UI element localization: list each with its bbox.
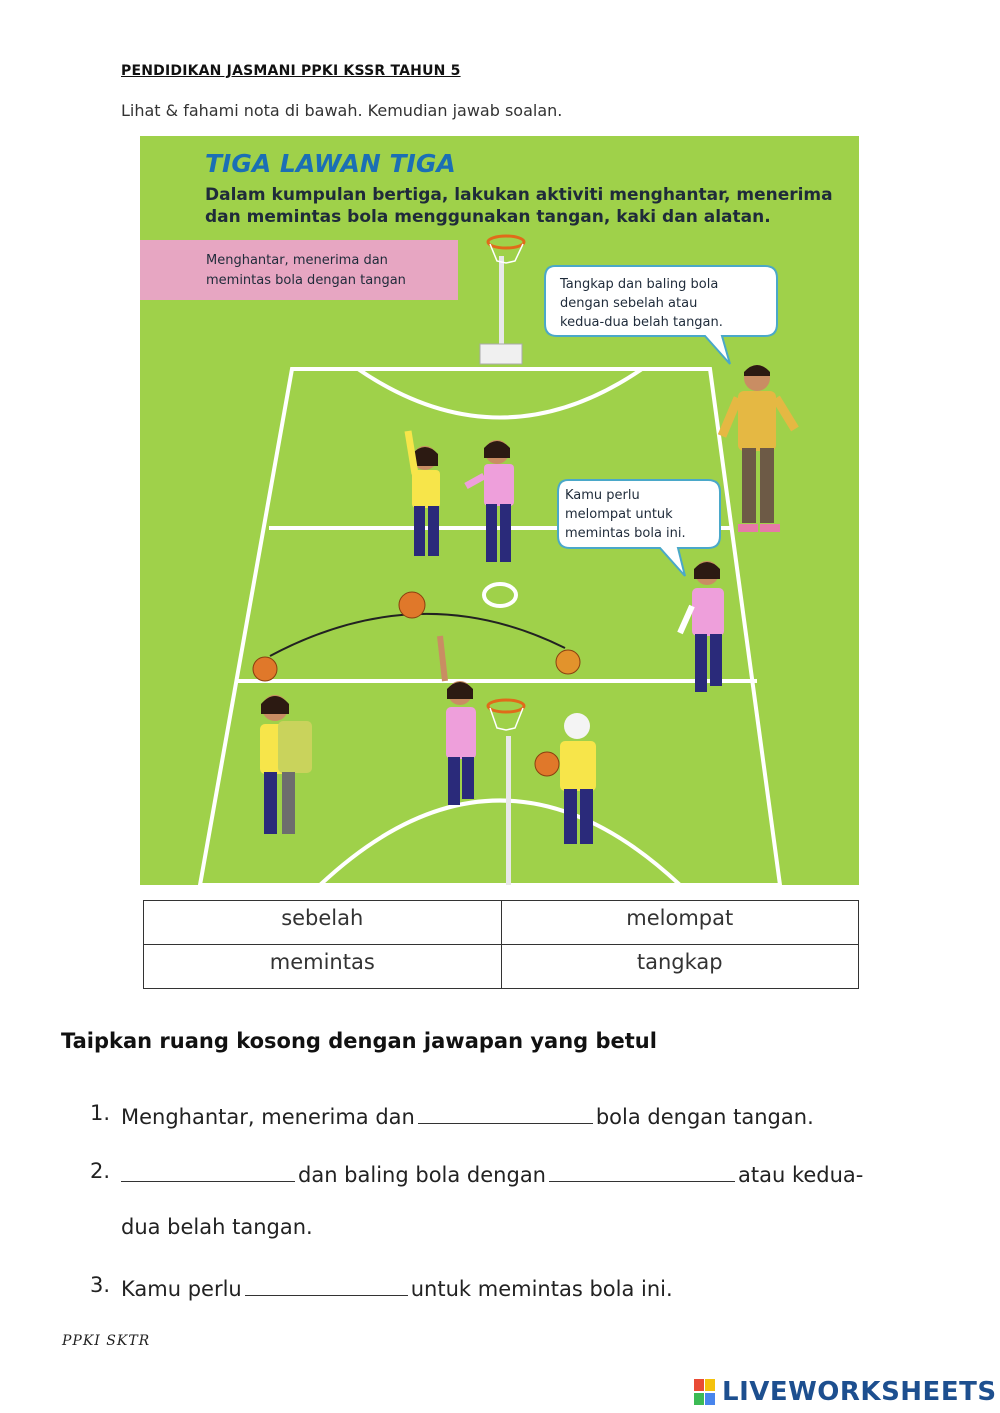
ball-left xyxy=(253,657,277,681)
bubble1-line-3: kedua-dua belah tangan. xyxy=(560,315,723,330)
banner-line-2: memintas bola dengan tangan xyxy=(206,273,406,288)
answer-blank-3[interactable] xyxy=(245,1273,408,1296)
bubble2-line-3: memintas bola ini. xyxy=(565,526,686,541)
question-3: Kamu perlu untuk memintas bola ini. xyxy=(121,1273,673,1301)
liveworksheets-logo-icon xyxy=(694,1379,716,1407)
question-number: 1. xyxy=(90,1101,111,1125)
court-illustration xyxy=(140,136,859,885)
question-2: dan baling bola dengan atau kedua- xyxy=(121,1159,863,1187)
bubble1-line-1: Tangkap dan baling bola xyxy=(560,277,719,292)
bubble2-line-2: melompat untuk xyxy=(565,507,673,522)
footer-mark: PPKI SKTR xyxy=(62,1333,151,1349)
ball-right xyxy=(556,650,580,674)
question-1: Menghantar, menerima dan bola dengan tangan. xyxy=(121,1101,814,1129)
liveworksheets-brand[interactable]: LIVEWORKSHEETS xyxy=(722,1377,997,1407)
illustration-title: TIGA LAWAN TIGA xyxy=(205,149,456,178)
bubble2-line-1: Kamu perlu xyxy=(565,488,640,503)
intro-line-2: dan memintas bola menggunakan tangan, kaki dan alatan. xyxy=(205,207,771,227)
table-row xyxy=(144,945,859,989)
answer-blank-2b[interactable] xyxy=(549,1159,735,1182)
word-cell: tangkap xyxy=(501,945,859,989)
word-cell: memintas xyxy=(144,945,502,989)
answer-blank-1[interactable] xyxy=(418,1101,593,1124)
word-cell: sebelah xyxy=(144,901,502,945)
question-number: 2. xyxy=(90,1159,111,1183)
topic-banner xyxy=(140,240,458,300)
answer-blank-2a[interactable] xyxy=(121,1159,295,1182)
question-2-continued: dua belah tangan. xyxy=(121,1215,313,1239)
ball-low xyxy=(535,752,559,776)
bubble1-line-2: dengan sebelah atau xyxy=(560,296,698,311)
section-heading: Taipkan ruang kosong dengan jawapan yang betul xyxy=(61,1029,657,1053)
worksheet-title: PENDIDIKAN JASMANI PPKI KSSR TAHUN 5 xyxy=(121,63,461,79)
question-number: 3. xyxy=(90,1273,111,1297)
table-row xyxy=(144,901,859,945)
ball-mid xyxy=(399,592,425,618)
intro-line-1: Dalam kumpulan bertiga, lakukan aktiviti menghantar, menerima xyxy=(205,185,833,205)
instruction-text: Lihat & fahami nota di bawah. Kemudian jawab soalan. xyxy=(121,101,563,120)
word-cell: melompat xyxy=(501,901,859,945)
banner-line-1: Menghantar, menerima dan xyxy=(206,253,388,268)
word-bank-table xyxy=(143,900,859,989)
